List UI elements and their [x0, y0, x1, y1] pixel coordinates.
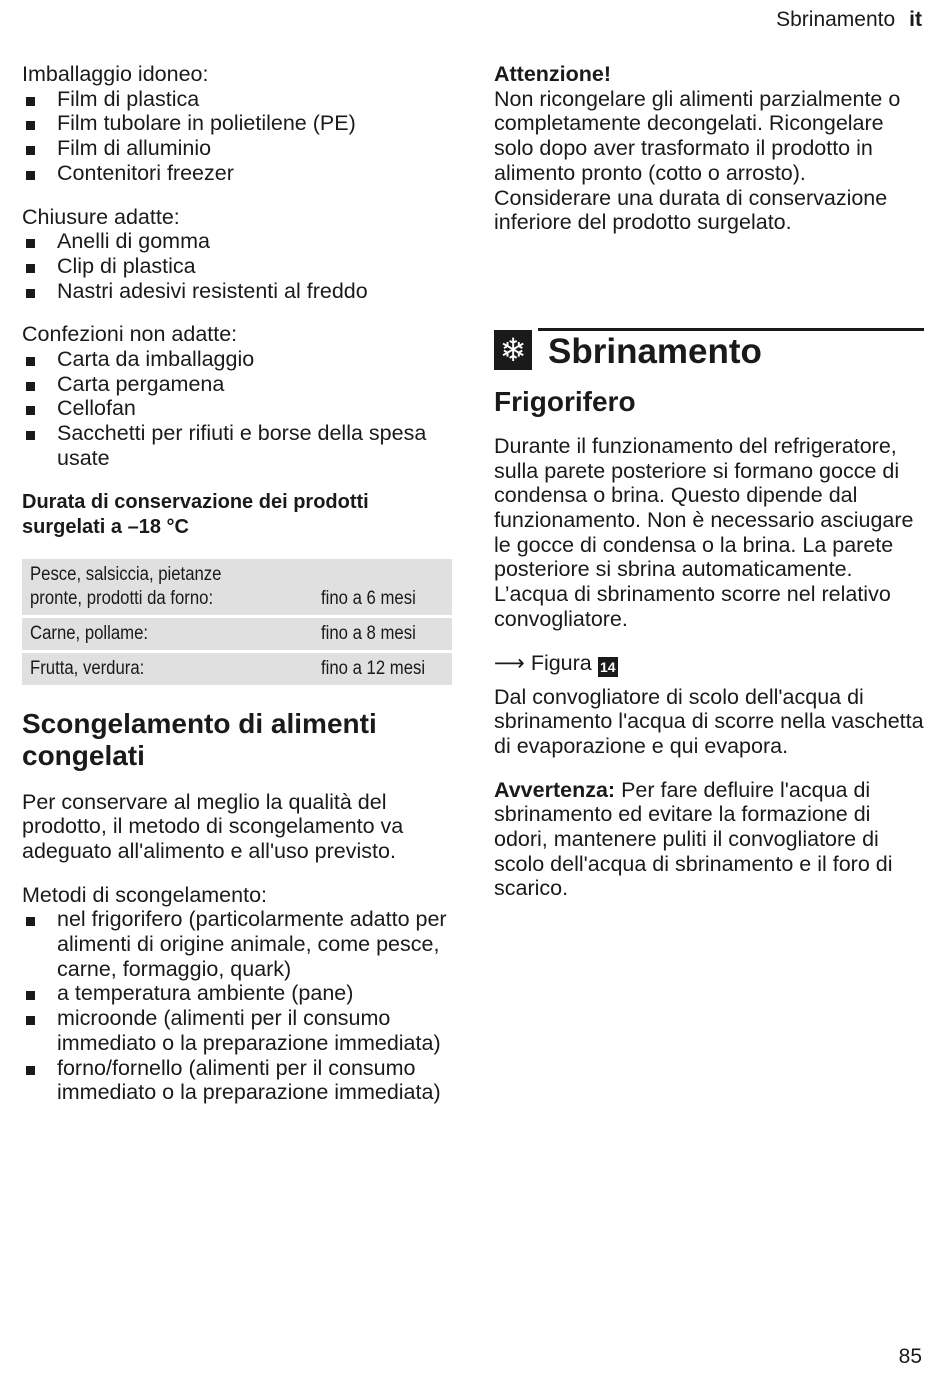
right-column [494, 62, 924, 920]
methods-intro: Metodi di scongelamento: [22, 882, 268, 907]
table-cell-food: Frutta, verdura: [22, 653, 313, 688]
storage-heading: Durata di conservazione dei prodotti surgelati a –18 °C [22, 490, 369, 538]
list-item: nel frigorifero (particolarmente adatto per alimenti di origine animale, come pesce, carne, formaggio, quark) [22, 907, 452, 981]
section-heading [494, 328, 924, 378]
bullet-icon [26, 406, 35, 415]
bullet-icon [26, 171, 35, 180]
list-item: Sacchetti per rifiuti e borse della spesa usate [22, 421, 452, 470]
bullet-icon [26, 121, 35, 130]
bullet-icon [26, 382, 35, 391]
warning-paragraph [494, 778, 924, 902]
bullet-icon [26, 146, 35, 155]
bullet-icon [26, 1066, 35, 1075]
left-column [22, 62, 452, 1124]
unsuitable-list [22, 347, 452, 471]
table-row [22, 618, 452, 653]
list-item: a temperatura ambiente (pane) [22, 981, 452, 1006]
list-item: Anelli di gomma [22, 229, 452, 254]
spacer [494, 254, 924, 328]
list-item: Contenitori freezer [22, 161, 452, 186]
page-number: 85 [898, 1345, 922, 1368]
closures-intro: Chiusure adatte: [22, 204, 180, 229]
list-item: Film tubolare in polietilene (PE) [22, 111, 452, 136]
bullet-icon [26, 431, 35, 440]
snowflake-icon: ❄ [494, 330, 532, 370]
table-cell-food: Pesce, salsiccia, pietanze pronte, prodotti da forno: [22, 559, 313, 618]
bullet-icon [26, 97, 35, 106]
thaw-heading: Scongelamento di alimenti congelati [22, 707, 377, 771]
header-language: it [909, 8, 922, 31]
warning-text: Per fare defluire l'acqua di sbrinamento ed evitare la formazione di odori, mantenere puliti il convogliatore di scolo dell'acqua di sbrinamento e il foro di scarico. [494, 777, 893, 901]
list-item: microonde (alimenti per il consumo immediato o la preparazione immediata) [22, 1006, 452, 1055]
packaging-list [22, 87, 452, 186]
bullet-icon [26, 264, 35, 273]
thaw-intro: Per conservare al meglio la qualità del prodotto, il metodo di scongelamento va adeguato all'alimento e all'uso previsto. [22, 789, 404, 863]
list-item: Carta pergamena [22, 372, 452, 397]
list-item: Film di plastica [22, 87, 452, 112]
unsuitable-intro: Confezioni non adatte: [22, 322, 238, 347]
list-item: Nastri adesivi resistenti al freddo [22, 279, 452, 304]
attention-text: Non ricongelare gli alimenti parzialmente o completamente decongelati. Ricongelare solo dopo aver trasformato il prodotto in alimento pronto (cotto o arrosto). Considerare una durata di conservazione inferiore del prodotto surgelato. [494, 86, 901, 235]
bullet-icon [26, 991, 35, 1000]
bullet-icon [26, 357, 35, 366]
table-cell-duration: fino a 8 mesi [313, 618, 452, 653]
bullet-icon [26, 289, 35, 298]
drain-text: Dal convogliatore di scolo dell'acqua di sbrinamento l'acqua di scorre nella vaschetta di evaporazione e qui evapora. [494, 684, 924, 758]
packaging-intro: Imballaggio idoneo: [22, 62, 209, 86]
bullet-icon [26, 239, 35, 248]
list-item: Clip di plastica [22, 254, 452, 279]
figure-reference [494, 651, 924, 677]
arrow-icon: ⟶ [494, 650, 525, 675]
attention-title: Attenzione! [494, 62, 612, 86]
bullet-icon [26, 917, 35, 926]
warning-label: Avvertenza: [494, 777, 616, 802]
sub-title: Frigorifero [494, 385, 636, 417]
table-cell-duration: fino a 12 mesi [313, 653, 452, 688]
table-row [22, 559, 452, 618]
closures-list [22, 229, 452, 303]
header-section-title: Sbrinamento [776, 8, 896, 31]
table-cell-duration: fino a 6 mesi [313, 559, 452, 618]
table-cell-food: Carne, pollame: [22, 618, 313, 653]
bullet-icon [26, 1016, 35, 1025]
figure-label: Figura [530, 650, 592, 675]
page-header [776, 8, 922, 32]
list-item: forno/fornello (alimenti per il consumo immediato o la preparazione immediata) [22, 1056, 452, 1105]
fridge-text: Durante il funzionamento del refrigeratore, sulla parete posteriore si formano gocce di condensa o brina. Questo dipende dal funzionamento. Non è necessario asciugare le gocce di condensa o la brina. La parete posteriore si sbrina automaticamente. L’acqua di sbrinamento scorre nel relativo convogliatore. [494, 433, 914, 631]
section-title: Sbrinamento [548, 331, 762, 371]
storage-table [22, 559, 452, 688]
figure-number-badge: 14 [598, 657, 618, 677]
table-row [22, 653, 452, 688]
methods-list [22, 907, 452, 1105]
list-item: Film di alluminio [22, 136, 452, 161]
list-item: Cellofan [22, 396, 452, 421]
list-item: Carta da imballaggio [22, 347, 452, 372]
